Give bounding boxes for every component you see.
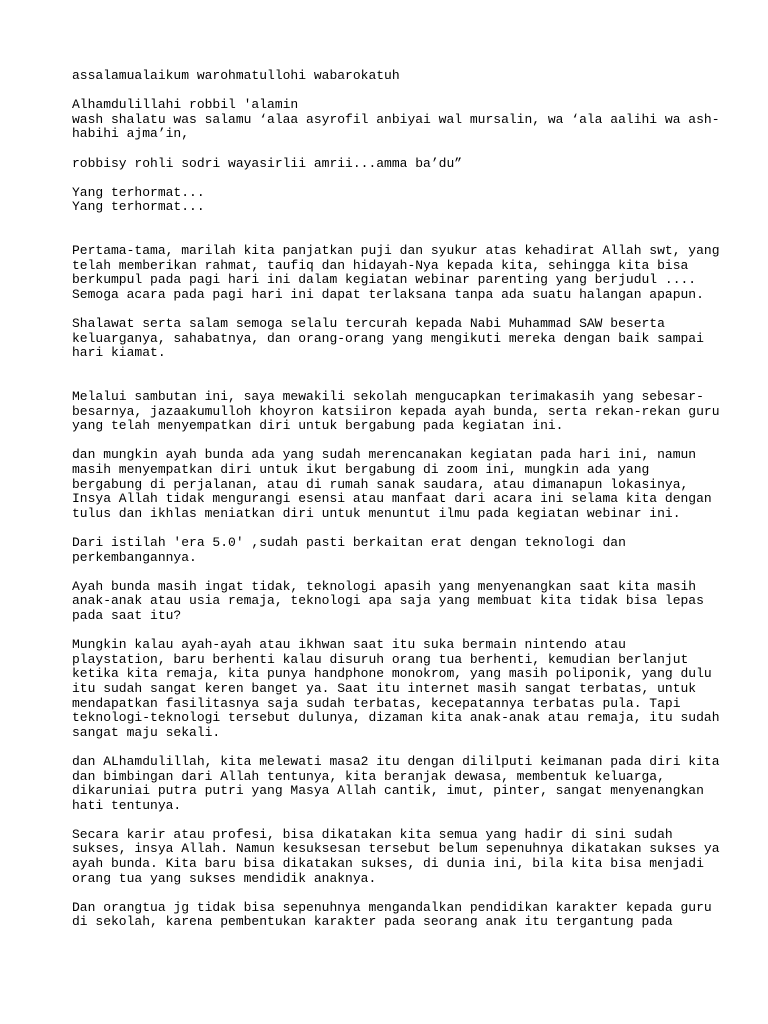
paragraph-line: telah memberikan rahmat, taufiq dan hidayah-Nya kepada kita, sehingga kita bisa [72,257,689,273]
paragraph-line: tulus dan ikhlas meniatkan diri untuk menuntut ilmu pada kegiatan webinar ini. [72,505,681,521]
paragraph [72,389,720,434]
paragraph-line: Mungkin kalau ayah-ayah atau ikhwan saat itu suka bermain nintendo atau [72,637,626,653]
paragraph-line: playstation, baru berhenti kalau disuruh orang tua berhenti, kemudian berlanjut [72,651,689,667]
paragraph-line: masih menyempatkan diri untuk ikut bergabung di zoom ini, mungkin ada yang [72,462,650,478]
paragraph [72,826,720,886]
prayer-line: robbisy rohli sodri wayasirlii amrii...amma ba’du” [72,155,463,171]
paragraph-line: pada saat itu? [72,607,182,623]
paragraph-line: dan bimbingan dari Allah tentunya, kita beranjak dewasa, membentuk keluarga, [72,768,665,784]
paragraph [72,580,712,624]
opening-line: Alhamdulillahi robbil 'alamin [72,97,299,113]
opening-line: wash shalatu was salamu ‘alaa asyrofil anbiyai wal mursalin, wa ‘ala aalihi wa ash- [72,111,720,127]
paragraph [72,448,712,521]
paragraph-line: Melalui sambutan ini, saya mewakili sekolah mengucapkan terimakasih yang sebesar- [72,389,704,405]
paragraph-line: itu sudah sangat keren banget ya. Saat itu internet masih sangat terbatas, untuk [72,680,697,696]
paragraph-line: ketika kita remaja, kita punya handphone monokrom, yang masih poliponik, yang dulu [72,666,712,682]
paragraph-line: yang telah menyempatkan diri untuk bergabung pada kegiatan ini. [72,418,564,434]
paragraph [72,536,712,565]
paragraph-line: dan ALhamdulillah, kita melewati masa2 itu dengan dililputi keimanan pada diri kita [72,753,720,769]
paragraph-line: dan mungkin ayah bunda ada yang sudah merencanakan kegiatan pada hari ini, namun [72,447,697,463]
paragraph-line: bergabung di perjalanan, atau di rumah sanak saudara, atau dimanapun lokasinya, [72,476,689,492]
paragraph-line: Ayah bunda masih ingat tidak, teknologi apasih yang menyenangkan saat kita masih [72,578,697,594]
document-page [72,68,720,930]
paragraph-line: dikaruniai putra putri yang Masya Allah cantik, imut, pinter, sangat menyenangkan [72,783,704,799]
paragraph-line: berkumpul pada pagi hari ini dalam kegiatan webinar parenting yang berjudul .... [72,272,697,288]
paragraph-line: Shalawat serta salam semoga selalu tercurah kepada Nabi Muhammad SAW beserta [72,316,665,332]
paragraph-line: Secara karir atau profesi, bisa dikatakan kita semua yang hadir di sini sudah [72,826,673,842]
opening-line: habihi ajma’in, [72,126,190,142]
paragraph [72,753,720,813]
paragraph [72,901,712,930]
paragraph-line: Dan orangtua jg tidak bisa sepenuhnya mengandalkan pendidikan karakter kepada guru [72,899,712,915]
paragraph-line: keluarganya, sahabatnya, dan orang-orang yang mengikuti mereka dengan baik sampai [72,330,704,346]
paragraph-line: Pertama-tama, marilah kita panjatkan puji dan syukur atas kehadirat Allah swt, yang [72,243,720,259]
paragraph-line: hati tentunya. [72,797,182,813]
paragraph-line: Semoga acara pada pagi hari ini dapat terlaksana tanpa ada suatu halangan apapun. [72,286,704,302]
paragraph-line: mendapatkan fasilitasnya saja sudah terbatas, kecepatannya terbatas pula. Tapi [72,695,681,711]
paragraph-line: sangat maju sekali. [72,724,221,740]
paragraph-line: orang tua yang sukses mendidik anaknya. [72,870,377,886]
paragraph [72,317,712,361]
paragraph-line: ayah bunda. Kita baru bisa dikatakan sukses, di dunia ini, bila kita bisa menjadi [72,856,704,872]
paragraph-line: hari kiamat. [72,345,166,361]
paragraph [72,243,720,302]
paragraph-line: di sekolah, karena pembentukan karakter pada seorang anak itu tergantung pada [72,914,673,930]
salutation-line: Yang terhormat... [72,199,205,215]
greeting-line: assalamualaikum warohmatullohi wabarokatuh [72,68,400,83]
paragraph [72,637,720,740]
paragraph-line: Dari istilah 'era 5.0' ,sudah pasti berkaitan erat dengan teknologi dan [72,535,626,550]
paragraph-line: besarnya, jazaakumulloh khoyron katsiiron kepada ayah bunda, serta rekan-rekan guru [72,403,720,419]
paragraph-line: sukses, insya Allah. Namun kesuksesan tersebut belum sepenuhnya dikatakan sukses ya [72,841,720,857]
paragraph-line: perkembangannya. [72,549,197,565]
paragraph-line: Insya Allah tidak mengurangi esensi atau manfaat dari acara ini selama kita dengan [72,491,712,507]
salutation-line: Yang terhormat... [72,184,205,200]
paragraph-line: anak-anak atau usia remaja, teknologi apa saja yang membuat kita tidak bisa lepas [72,593,704,609]
paragraph-line: teknologi-teknologi tersebut dulunya, dizaman kita anak-anak atau remaja, itu sudah [72,710,720,726]
